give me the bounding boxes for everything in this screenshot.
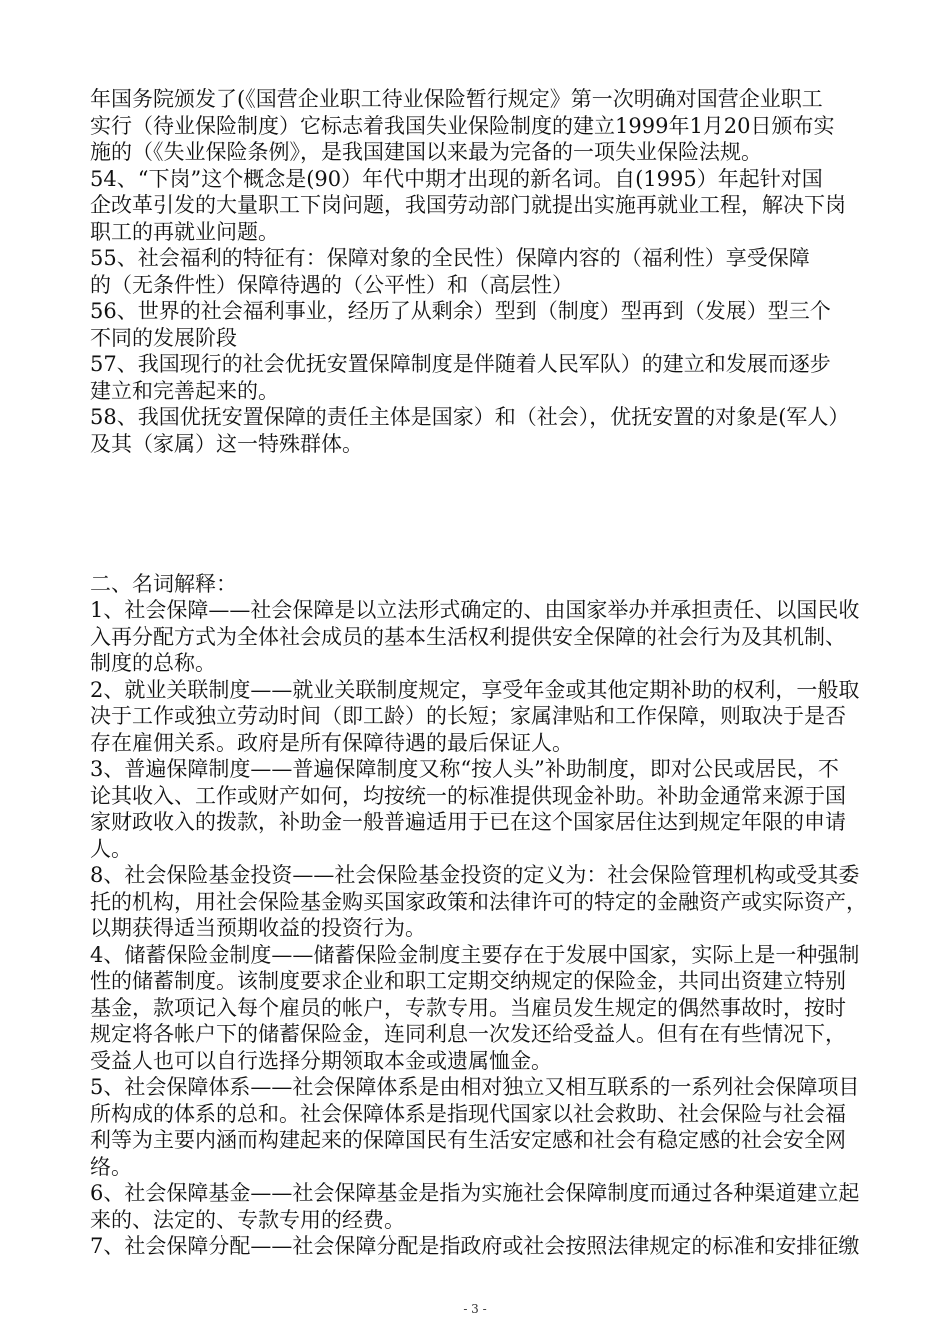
text-line: 建立和完善起来的。 — [90, 378, 279, 403]
text-line: 论其收入、工作或财产如何，均按统一的标准提供现金补助。补助金通常来源于国 — [90, 783, 846, 808]
text-line: 企改革引发的大量职工下岗问题，我国劳动部门就提出实施再就业工程，解决下岗 — [90, 193, 846, 217]
text-line: 职工的再就业问题。 — [90, 219, 279, 244]
text-line: 7、社会保障分配——社会保障分配是指政府或社会按照法律规定的标准和安排征缴 — [90, 1234, 860, 1258]
text-line: 及其（家属）这一特殊群体。 — [90, 431, 363, 456]
text-line: 实行（待业保险制度）它标志着我国失业保险制度的建立1999年1月20日颁布实 — [90, 113, 835, 138]
text-line: 8、社会保险基金投资——社会保险基金投资的定义为：社会保险管理机构或受其委 — [90, 863, 860, 887]
text-line: 所构成的体系的总和。社会保障体系是指现代国家以社会救助、社会保险与社会福 — [90, 1101, 846, 1126]
section-title-text: 二、名词解释： — [90, 572, 237, 596]
text-line: 施的（《失业保险条例》，是我国建国以来最为完备的一项失业保险法规。 — [90, 140, 762, 164]
text-line: 受益人也可以自行选择分期领取本金或遗属恤金。 — [90, 1048, 552, 1073]
text-line: 58、我国优抚安置保障的责任主体是国家）和（社会），优抚安置的对象是(军人） — [90, 405, 850, 429]
text-line: 1、社会保障——社会保障是以立法形式确定的、由国家举办并承担责任、以国民收 — [90, 598, 860, 622]
text-line: 人。 — [90, 836, 132, 861]
text-line: 家财政收入的拨款，补助金一般普遍适用于已在这个国家居住达到规定年限的申请 — [90, 810, 846, 834]
text-line: 规定将各帐户下的储蓄保险金，连同利息一次发还给受益人。但有在有些情况下， — [90, 1022, 846, 1046]
text-line: 制度的总称。 — [90, 651, 216, 675]
text-line: 2、就业关联制度——就业关联制度规定，享受年金或其他定期补助的权利，一般取 — [90, 677, 860, 702]
text-line: 决于工作或独立劳动时间（即工龄）的长短；家属津贴和工作保障，则取决于是否 — [90, 704, 846, 728]
text-line: 不同的发展阶段 — [90, 325, 237, 350]
text-line: 57、我国现行的社会优抚安置保障制度是伴随着人民军队）的建立和发展而逐步 — [90, 352, 831, 376]
text-line: 基金，款项记入每个雇员的帐户，专款专用。当雇员发生规定的偶然事故时，按时 — [90, 995, 846, 1020]
text-line: 56、世界的社会福利事业，经历了从剩余）型到（制度）型再到（发展）型三个 — [90, 299, 831, 323]
text-line: 入再分配方式为全体社会成员的基本生活权利提供安全保障的社会行为及其机制、 — [90, 624, 846, 649]
text-line: 存在雇佣关系。政府是所有保障待遇的最后保证人。 — [90, 730, 573, 755]
text-line: 3、普遍保障制度——普遍保障制度又称“按人头”补助制度，即对公民或居民，不 — [90, 757, 839, 781]
text-line: 托的机构，用社会保险基金购买国家政策和法律许可的特定的金融资产或实际资产， — [90, 889, 867, 914]
text-line: 利等为主要内涵而构建起来的保障国民有生活安定感和社会有稳定感的社会安全网 — [90, 1128, 846, 1152]
text-line: 4、储蓄保险金制度——储蓄保险金制度主要存在于发展中国家，实际上是一种强制 — [90, 942, 860, 967]
text-line: 年国务院颁发了(《国营企业职工待业保险暂行规定》第一次明确对国营企业职工 — [90, 87, 823, 111]
text-line: 来的、法定的、专款专用的经费。 — [90, 1207, 405, 1232]
fill-in-answers-block — [90, 86, 912, 457]
text-line: 以期获得适当预期收益的投资行为。 — [90, 916, 426, 940]
text-line: 55、社会福利的特征有：保障对象的全民性）保障内容的（福利性）享受保障 — [90, 246, 810, 270]
text-line: 6、社会保障基金——社会保障基金是指为实施社会保障制度而通过各种渠道建立起 — [90, 1181, 860, 1205]
text-line: 络。 — [90, 1154, 132, 1179]
text-line: 5、社会保障体系——社会保障体系是由相对独立又相互联系的一系列社会保障项目 — [90, 1075, 860, 1099]
text-line: 54、“下岗”这个概念是(90）年代中期才出现的新名词。自(1995）年起针对国 — [90, 166, 823, 191]
page-number: - 3 - — [463, 1302, 487, 1316]
text-line: 的（无条件性）保障待遇的（公平性）和（高层性） — [90, 272, 573, 297]
definitions-block — [90, 597, 912, 1260]
text-line: 性的储蓄制度。该制度要求企业和职工定期交纳规定的保险金，共同出资建立特别 — [90, 969, 846, 993]
section-title — [90, 571, 912, 598]
